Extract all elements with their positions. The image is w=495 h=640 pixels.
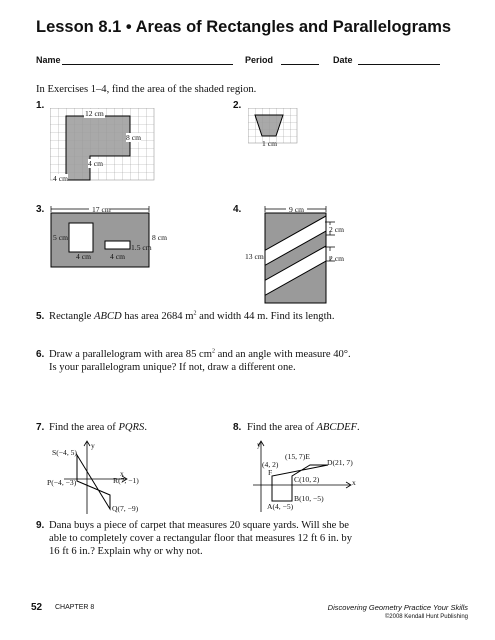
ex8-point-e: (15, 7)E	[285, 452, 310, 461]
exercise-7-number: 7.	[36, 422, 45, 433]
exercise-1-number: 1.	[36, 100, 45, 111]
ex2-unit-label: 1 cm	[262, 139, 277, 148]
ex3-gap-width-label: 4 cm	[110, 252, 125, 261]
ex4-stripe1-label: 2 cm	[329, 225, 344, 234]
exercise-9-text: Dana buys a piece of carpet that measures 20 square yards. Will she be able to completely cover a rectangular floor that measures 12 ft 6 in. by 16 ft 6 in.? Explain why or why not.	[49, 520, 352, 557]
ex3-door-height-label: 5 cm	[53, 233, 68, 242]
ex1-right-label: 8 cm	[126, 133, 141, 142]
name-field[interactable]	[62, 54, 233, 65]
page-number: 52	[31, 602, 43, 613]
exercise-2-number: 2.	[233, 100, 242, 111]
exercise-7-text: Find the area of PQRS.	[49, 422, 147, 433]
ex8-point-d: D(21, 7)	[327, 458, 353, 467]
ex7-x-label: x	[120, 469, 124, 478]
ex7-point-s: S(−4, 5)	[52, 448, 77, 457]
exercise-8-number: 8.	[233, 422, 242, 433]
ex8-point-b: B(10, −5)	[294, 494, 324, 503]
page-title: Lesson 8.1 • Areas of Rectangles and Parallelograms	[36, 18, 452, 36]
ex8-x-label: x	[352, 478, 356, 487]
ex3-door-width-label: 4 cm	[76, 252, 91, 261]
ex3-width-label: 17 cm	[92, 205, 111, 214]
ex7-y-label: y	[91, 441, 95, 450]
ex1-top-label: 12 cm	[85, 109, 104, 118]
exercise-3-number: 3.	[36, 204, 45, 215]
name-label: Name	[36, 55, 61, 65]
period-field[interactable]	[281, 54, 319, 65]
exercise-8-text: Find the area of ABCDEF.	[247, 422, 360, 433]
exercise-9-number: 9.	[36, 520, 45, 531]
chapter-label: CHAPTER 8	[55, 604, 95, 611]
ex7-point-p: P(−4, −3)	[47, 478, 77, 487]
exercise-6-number: 6.	[36, 349, 45, 360]
ex8-point-a: A(4, −5)	[267, 502, 294, 511]
ex7-point-q: Q(7, −9)	[112, 504, 139, 513]
ex8-point-f-letter: F	[268, 468, 273, 477]
ex8-point-c: C(10, 2)	[294, 475, 320, 484]
date-field[interactable]	[358, 54, 440, 65]
copyright: ©2008 Kendall Hunt Publishing	[384, 614, 468, 620]
ex1-bottom-label: 4 cm	[53, 174, 68, 183]
instructions: In Exercises 1–4, find the area of the shaded region.	[36, 84, 257, 95]
exercise-5-number: 5.	[36, 311, 45, 322]
ex1-inner-label: 4 cm	[88, 159, 103, 168]
exercise-5-text: Rectangle ABCD has area 2684 $m^2$ and width 44 m. Find its length.	[49, 310, 335, 322]
ex4-height-label: 13 cm	[245, 252, 264, 261]
date-label: Date	[333, 55, 353, 65]
ex8-point-f-coords: (4, 2)	[262, 460, 279, 469]
book-title: Discovering Geometry Practice Your Skills	[327, 603, 468, 612]
exercise-6-text: Draw a parallelogram with area 85 $cm^2$ and an angle with measure 40°. Is your parallelogram unique? If not, draw a different one.	[49, 348, 351, 373]
ex7-point-r: R(7, −1)	[113, 476, 139, 485]
exercise-4-figure	[262, 202, 362, 306]
ex4-width-label: 9 cm	[289, 205, 304, 214]
ex4-stripe2-label: 2 cm	[329, 254, 344, 263]
period-label: Period	[245, 55, 274, 65]
ex3-height-label: 8 cm	[152, 233, 167, 242]
exercise-4-number: 4.	[233, 204, 242, 215]
ex3-window-height-label: 1.5 cm	[131, 243, 152, 252]
ex8-y-label: y	[257, 440, 261, 449]
